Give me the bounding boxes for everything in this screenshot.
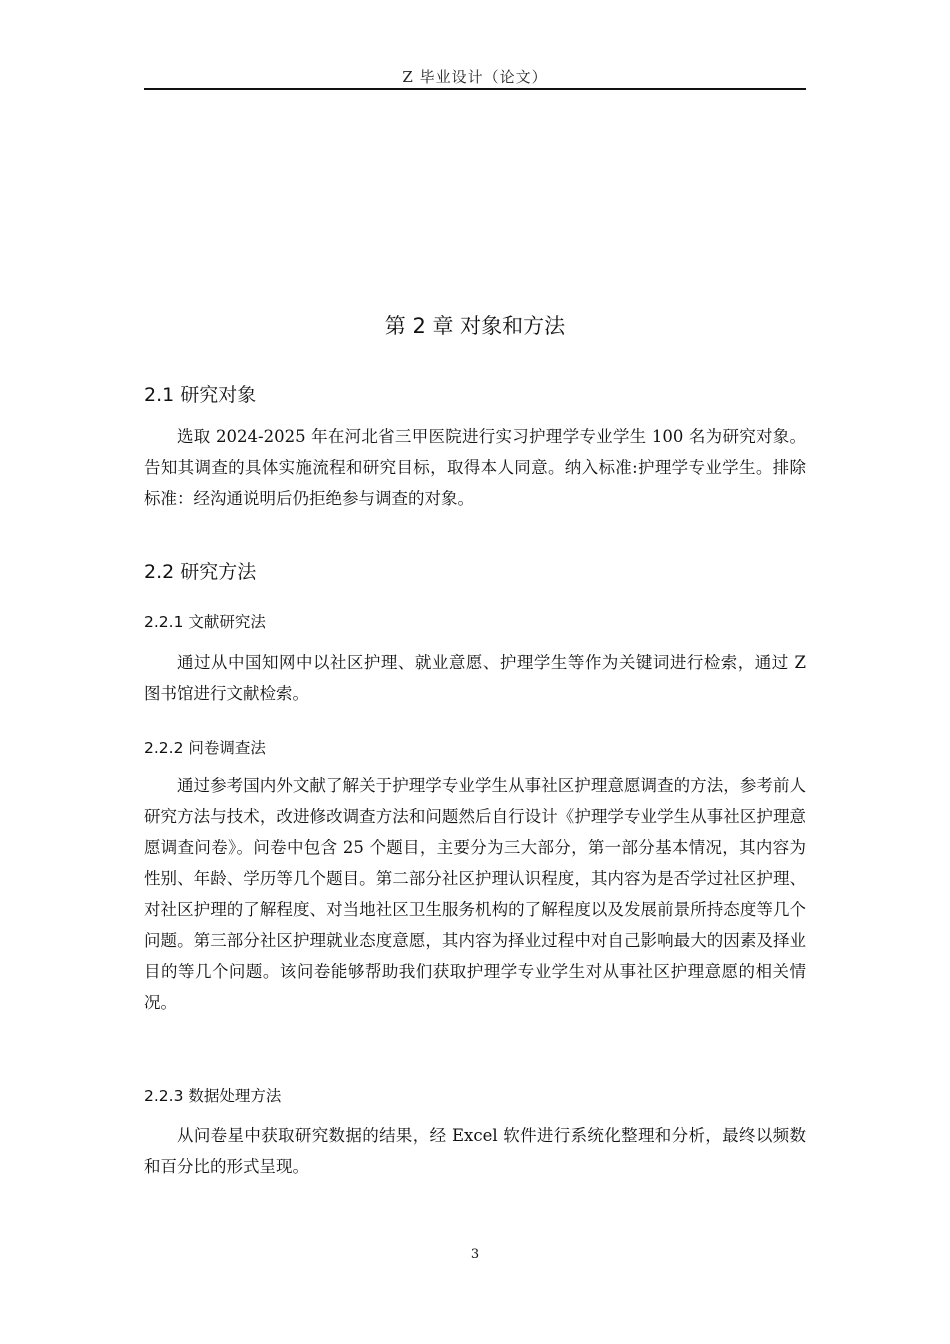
- paragraph-questionnaire-method: 通过参考国内外文献了解关于护理学专业学生从事社区护理意愿调查的方法，参考前人研究方法与技术，改进修改调查方法和问题然后自行设计《护理学专业学生从事社区护理意愿调查问卷》。问卷中包含 25 个题目，主要分为三大部分，第一部分基本情况，其内容为性别、年龄、学历等几个题目。第二部分社区护理认识程度，其内容为是否学过社区护理、对社区护理的了解程度、对当地社区卫生服务机构的了解程度以及发展前景所持态度等几个问题。第三部分社区护理就业态度意愿，其内容为择业过程中对自己影响最大的因素及择业目的等几个问题。该问卷能够帮助我们获取护理学专业学生对从事社区护理意愿的相关情况。: [144, 776, 806, 1012]
- paragraph-research-subjects: 选取 2024-2025 年在河北省三甲医院进行实习护理学专业学生 100 名为研究对象。告知其调查的具体实施流程和研究目标，取得本人同意。纳入标准:护理学专业学生。排除标准：经沟通说明后仍拒绝参与调查的对象。: [144, 427, 806, 508]
- paragraph-data-processing: 从问卷星中获取研究数据的结果，经 Excel 软件进行系统化整理和分析，最终以频数和百分比的形式呈现。: [144, 1126, 806, 1176]
- running-header: Z 毕业设计（论文）: [402, 68, 548, 86]
- chapter-title: 第 2 章 对象和方法: [384, 314, 566, 338]
- subsection-heading-2-2-2: 2.2.2 问卷调查法: [144, 739, 266, 757]
- section-heading-2-2: 2.2 研究方法: [144, 561, 257, 583]
- section-heading-2-1: 2.1 研究对象: [144, 384, 257, 406]
- page-number: 3: [470, 1247, 480, 1262]
- subsection-heading-2-2-1: 2.2.1 文献研究法: [144, 613, 266, 631]
- paragraph-literature-method: 通过从中国知网中以社区护理、就业意愿、护理学生等作为关键词进行检索，通过 Z 图书馆进行文献检索。: [144, 653, 806, 703]
- header-rule: [144, 88, 806, 90]
- subsection-heading-2-2-3: 2.2.3 数据处理方法: [144, 1087, 282, 1105]
